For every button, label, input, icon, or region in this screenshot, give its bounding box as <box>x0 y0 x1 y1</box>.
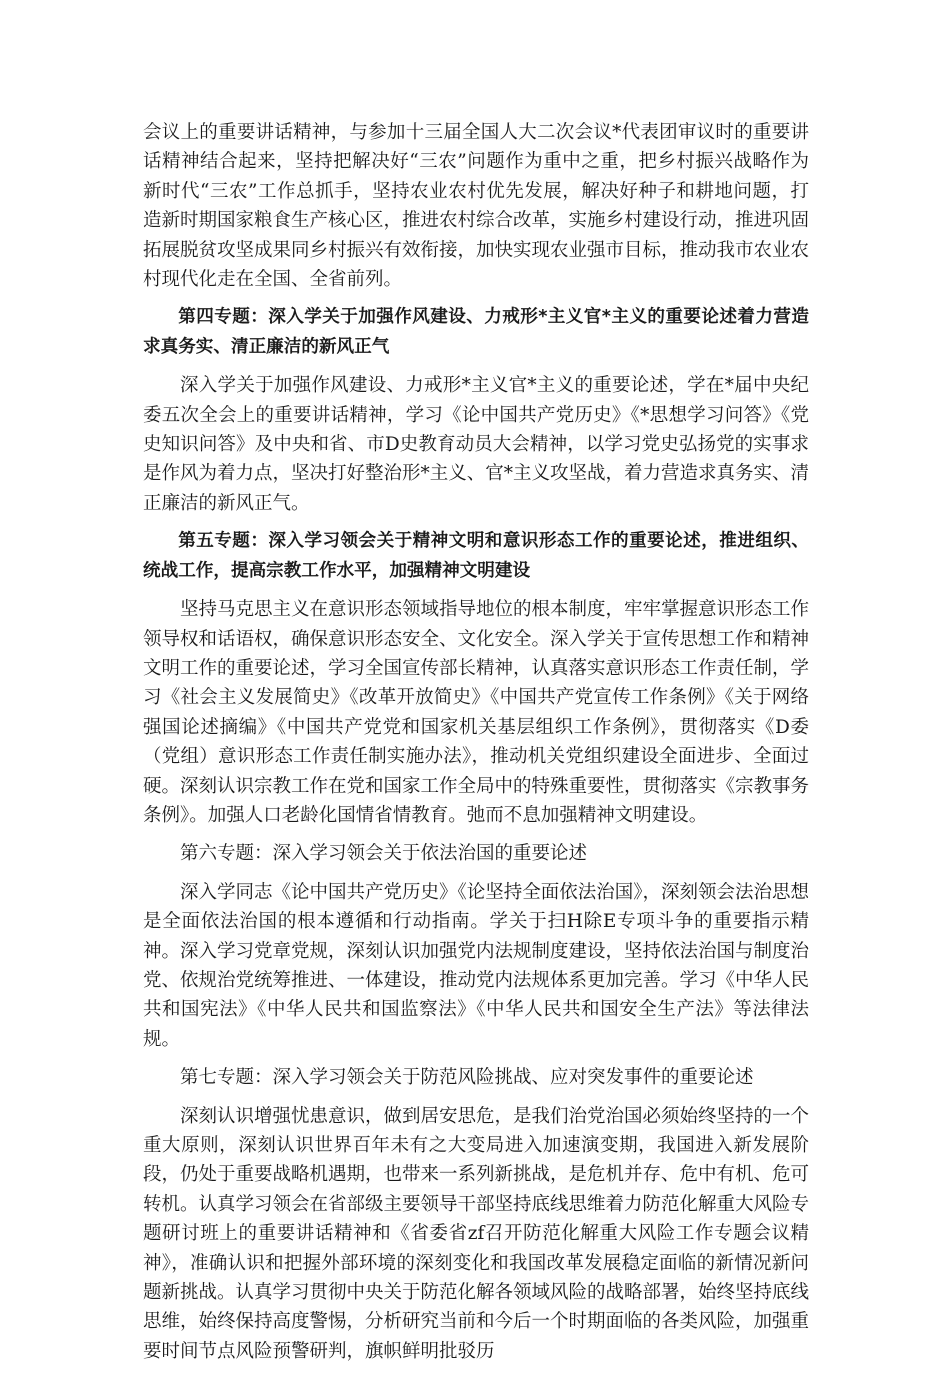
section-heading-topic-6: 第六专题：深入学习领会关于依法治国的重要论述 <box>180 843 588 865</box>
body-paragraph: 深入学同志《论中国共产党历史》《论坚持全面依法治国》，深刻领会法治思想是全面依法治国的根本遵循和行动指南。学关于扫H除E专项斗争的重要指示精神。深入学习党章党规，深刻认识加强党内法规制度建设，坚持依法治国与制度治党、依规治党统筹推进、一体建设，推动党内法规体系更加完善。学习《中华人民共和国宪法》《中华人民共和国监察法》《中华人民共和国安全生产法》等法律法规。 <box>143 881 810 1050</box>
section-heading-topic-4: 第四专题：深入学关于加强作风建设、力戒形*主义官*主义的重要论述着力营造求真务实、清正廉洁的新风正气 <box>143 307 809 357</box>
section-heading-topic-7: 第七专题：深入学习领会关于防范风险挑战、应对突发事件的重要论述 <box>180 1067 754 1089</box>
document-page <box>143 118 809 1375</box>
body-paragraph: 深入学关于加强作风建设、力戒形*主义官*主义的重要论述，学在*届中央纪委五次全会上的重要讲话精神，学习《论中国共产党历史》《*思想学习问答》《党史知识问答》及中央和省、市D史教育动员大会精神，以学习党史弘扬党的实事求是作风为着力点，坚决打好整治形*主义、官*主义攻坚战，着力营造求真务实、清正廉洁的新风正气。 <box>143 375 810 514</box>
section-heading-topic-5: 第五专题：深入学习领会关于精神文明和意识形态工作的重要论述，推进组织、统战工作，提高宗教工作水平，加强精神文明建设 <box>143 531 809 581</box>
body-paragraph: 会议上的重要讲话精神，与参加十三届全国人大二次会议*代表团审议时的重要讲话精神结合起来，坚持把解决好“三农”问题作为重中之重，把乡村振兴战略作为新时代“三农”工作总抓手，坚持农业农村优先发展，解决好种子和耕地问题，打造新时期国家粮食生产核心区，推进农村综合改革，实施乡村建设行动，推进巩固拓展脱贫攻坚成果同乡村振兴有效衔接，加快实现农业强市目标，推动我市农业农村现代化走在全国、全省前列。 <box>143 122 810 291</box>
body-paragraph: 深刻认识增强忧患意识，做到居安思危，是我们治党治国必须始终坚持的一个重大原则，深刻认识世界百年未有之大变局进入加速演变期，我国进入新发展阶段，仍处于重要战略机遇期，也带来一系列新挑战，是危机并存、危中有机、危可转机。认真学习领会在省部级主要领导干部坚持底线思维着力防范化解重大风险专题研讨班上的重要讲话精神和《省委省zf召开防范化解重大风险工作专题会议精神》，准确认识和把握外部环境的深刻变化和我国改革发展稳定面临的新情况新问题新挑战。认真学习贯彻中央关于防范化解各领域风险的战略部署，始终坚持底线思维，始终保持高度警惕，分析研究当前和今后一个时期面临的各类风险，加强重要时间节点风险预警研判，旗帜鲜明批驳历 <box>143 1105 810 1362</box>
body-paragraph: 坚持马克思主义在意识形态领域指导地位的根本制度，牢牢掌握意识形态工作领导权和话语权，确保意识形态安全、文化安全。深入学关于宣传思想工作和精神文明工作的重要论述，学习全国宣传部长精神，认真落实意识形态工作责任制，学习《社会主义发展简史》《改革开放简史》《中国共产党宣传工作条例》《关于网络强国论述摘编》《中国共产党党和国家机关基层组织工作条例》，贯彻落实《D委（党组）意识形态工作责任制实施办法》，推动机关党组织建设全面进步、全面过硬。深刻认识宗教工作在党和国家工作全局中的特殊重要性，贯彻落实《宗教事务条例》。加强人口老龄化国情省情教育。弛而不息加强精神文明建设。 <box>143 599 810 826</box>
